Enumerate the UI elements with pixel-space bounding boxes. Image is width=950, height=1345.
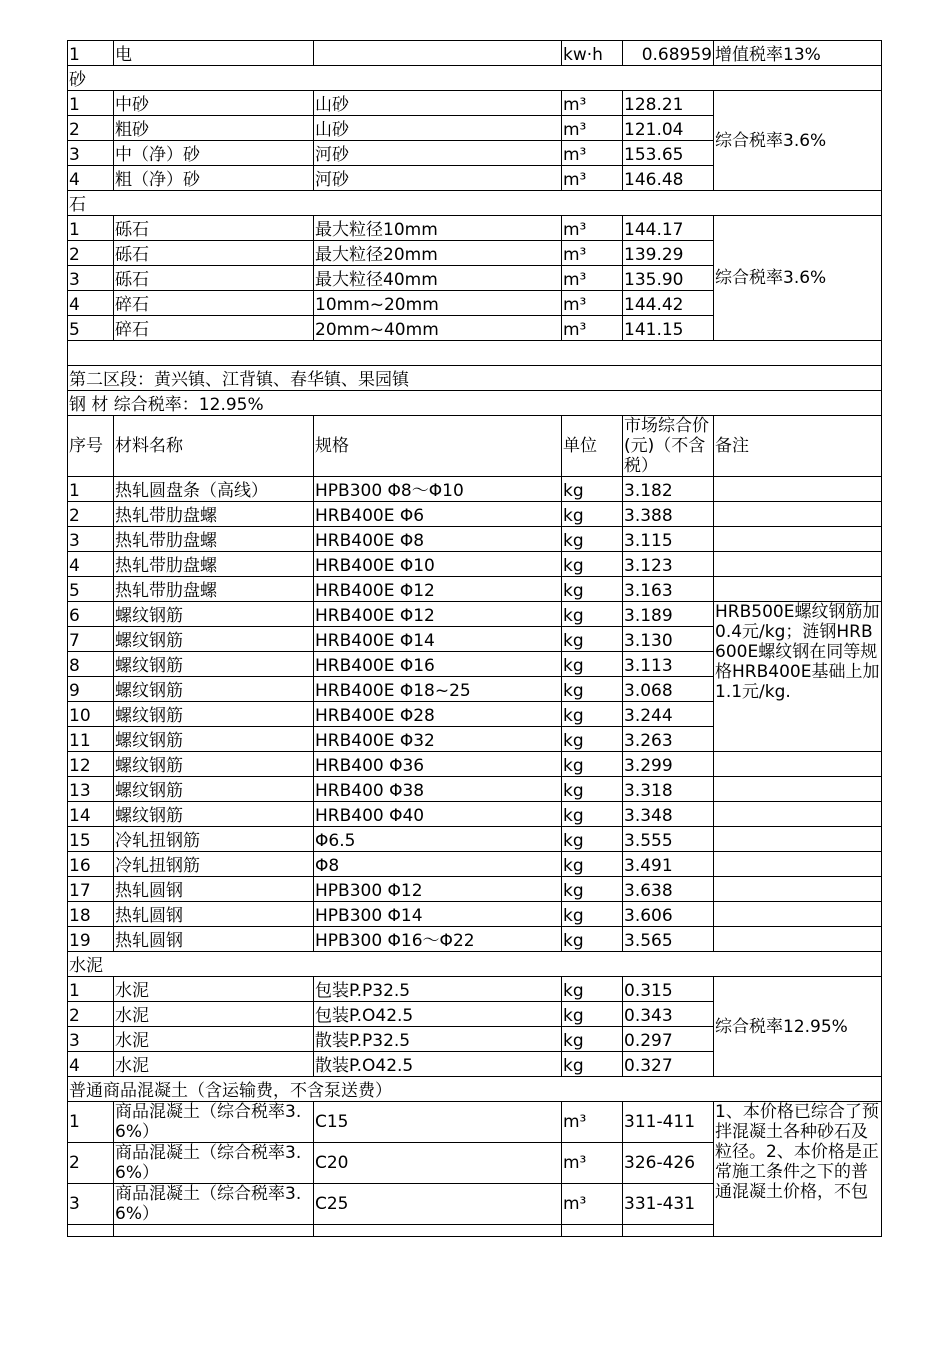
market-price: 3.113 [623,652,714,677]
table-row [68,752,882,777]
remark-empty [714,502,882,527]
material-name: 砾石 [114,241,314,266]
table-row [68,602,882,627]
material-name: 水泥 [114,1052,314,1077]
material-unit: kg [562,602,623,627]
material-unit: kg [562,902,623,927]
material-unit: m³ [562,266,623,291]
material-name: 商品混凝土（综合税率3.6%） [114,1143,314,1184]
material-unit: kg [562,877,623,902]
material-spec: 10mm~20mm [314,291,562,316]
item-number: 3 [68,266,114,291]
material-unit: m³ [562,291,623,316]
material-unit: kg [562,802,623,827]
item-number: 10 [68,702,114,727]
remark-empty [714,852,882,877]
material-unit: kg [562,477,623,502]
item-number: 12 [68,752,114,777]
material-unit: m³ [562,166,623,191]
material-name: 粗砂 [114,116,314,141]
market-price: 146.48 [623,166,714,191]
table-row [68,527,882,552]
material-name: 热轧圆钢 [114,902,314,927]
material-spec: 散装P.O42.5 [314,1052,562,1077]
section-title-stone: 石 [68,191,882,216]
material-spec: HRB400E Φ32 [314,727,562,752]
market-price: 3.244 [623,702,714,727]
table-row [68,902,882,927]
empty-cell [114,1225,314,1237]
item-number: 3 [68,1184,114,1225]
material-name: 水泥 [114,1002,314,1027]
material-spec: 河砂 [314,166,562,191]
material-unit: kg [562,1002,623,1027]
material-name: 商品混凝土（综合税率3.6%） [114,1102,314,1143]
material-unit: m³ [562,1184,623,1225]
empty-cell [623,1225,714,1237]
material-spec: HPB300 Φ14 [314,902,562,927]
material-name: 热轧带肋盘螺 [114,552,314,577]
remark-note: HRB500E螺纹钢筋加0.4元/kg；涟钢HRB600E螺纹钢在同等规格HRB400E基础上加1.1元/kg. [714,602,882,752]
section-row [68,66,882,91]
table-row [68,977,882,1002]
remark-empty [714,877,882,902]
material-name: 碎石 [114,316,314,341]
material-spec: C20 [314,1143,562,1184]
market-price: 0.68959 [623,41,714,66]
section-title-sand: 砂 [68,66,882,91]
table-row [68,552,882,577]
material-name: 螺纹钢筋 [114,752,314,777]
item-number: 8 [68,652,114,677]
material-unit: kg [562,627,623,652]
material-unit: kg [562,977,623,1002]
item-number: 1 [68,91,114,116]
material-name: 螺纹钢筋 [114,652,314,677]
material-spec: C15 [314,1102,562,1143]
header-spec: 规格 [314,416,562,477]
material-unit: kg [562,752,623,777]
market-price: 3.189 [623,602,714,627]
market-price: 3.263 [623,727,714,752]
material-spec: HRB400E Φ12 [314,602,562,627]
material-spec: HRB400E Φ28 [314,702,562,727]
item-number: 1 [68,477,114,502]
market-price: 3.299 [623,752,714,777]
material-unit: kg [562,927,623,952]
material-name: 热轧圆盘条（高线） [114,477,314,502]
material-unit: kw·h [562,41,623,66]
item-number: 1 [68,977,114,1002]
market-price: 3.115 [623,527,714,552]
item-number: 19 [68,927,114,952]
market-price: 3.565 [623,927,714,952]
material-spec: 包装P.P32.5 [314,977,562,1002]
material-unit: m³ [562,141,623,166]
item-number: 7 [68,627,114,652]
material-spec: HRB400E Φ14 [314,627,562,652]
market-price: 153.65 [623,141,714,166]
remark-empty [714,802,882,827]
item-number: 5 [68,577,114,602]
material-unit: kg [562,1027,623,1052]
market-price: 0.315 [623,977,714,1002]
material-spec: 包装P.O42.5 [314,1002,562,1027]
section-row [68,952,882,977]
item-number: 4 [68,166,114,191]
material-name: 螺纹钢筋 [114,602,314,627]
item-number: 11 [68,727,114,752]
table-row [68,216,882,241]
item-number: 18 [68,902,114,927]
market-price: 141.15 [623,316,714,341]
item-number: 2 [68,1143,114,1184]
item-number: 2 [68,241,114,266]
material-spec: 20mm~40mm [314,316,562,341]
material-spec: 河砂 [314,141,562,166]
empty-cell [314,1225,562,1237]
market-price: 144.42 [623,291,714,316]
material-spec: 最大粒径20mm [314,241,562,266]
item-number: 1 [68,1102,114,1143]
material-spec: HRB400 Φ38 [314,777,562,802]
material-name: 热轧带肋盘螺 [114,527,314,552]
market-price: 3.123 [623,552,714,577]
item-number: 1 [68,41,114,66]
material-unit: kg [562,827,623,852]
material-unit: m³ [562,91,623,116]
market-price: 3.068 [623,677,714,702]
material-spec: HPB300 Φ8～Φ10 [314,477,562,502]
material-spec: 最大粒径10mm [314,216,562,241]
remark-empty [714,477,882,502]
material-spec: 散装P.P32.5 [314,1027,562,1052]
material-unit: kg [562,677,623,702]
section-title-concrete: 普通商品混凝土（含运输费，不含泵送费） [68,1077,882,1102]
material-unit: m³ [562,1143,623,1184]
material-name: 电 [114,41,314,66]
item-number: 3 [68,527,114,552]
market-price: 144.17 [623,216,714,241]
market-price: 139.29 [623,241,714,266]
material-name: 热轧带肋盘螺 [114,577,314,602]
table-row [68,502,882,527]
item-number: 2 [68,116,114,141]
market-price: 0.297 [623,1027,714,1052]
material-name: 冷轧扭钢筋 [114,852,314,877]
blank-cell [68,341,882,366]
market-price: 0.327 [623,1052,714,1077]
material-name: 螺纹钢筋 [114,702,314,727]
item-number: 13 [68,777,114,802]
market-price: 326-426 [623,1143,714,1184]
item-number: 15 [68,827,114,852]
item-number: 14 [68,802,114,827]
material-spec: HRB400E Φ8 [314,527,562,552]
material-name: 水泥 [114,977,314,1002]
table-row [68,852,882,877]
market-price: 3.130 [623,627,714,652]
material-unit: m³ [562,1102,623,1143]
section-title-steel: 钢 材 综合税率：12.95% [68,391,882,416]
empty-cell [562,1225,623,1237]
material-name: 冷轧扭钢筋 [114,827,314,852]
material-spec: HRB400 Φ40 [314,802,562,827]
material-spec: Φ6.5 [314,827,562,852]
market-price: 3.163 [623,577,714,602]
material-unit: kg [562,527,623,552]
table-row [68,477,882,502]
remark-note: 综合税率3.6% [714,91,882,191]
market-price: 3.318 [623,777,714,802]
material-unit: kg [562,552,623,577]
section-row [68,391,882,416]
material-spec: Φ8 [314,852,562,877]
remark-empty [714,777,882,802]
remark-empty [714,827,882,852]
market-price: 3.491 [623,852,714,877]
table-row [68,827,882,852]
material-spec: HPB300 Φ12 [314,877,562,902]
table-row [68,777,882,802]
material-unit: kg [562,577,623,602]
market-price: 121.04 [623,116,714,141]
table-row [68,927,882,952]
table-row [68,802,882,827]
remark-note: 增值税率13% [714,41,882,66]
material-spec: HRB400E Φ12 [314,577,562,602]
material-spec: C25 [314,1184,562,1225]
item-number: 6 [68,602,114,627]
market-price: 3.555 [623,827,714,852]
material-unit: m³ [562,241,623,266]
market-price: 3.606 [623,902,714,927]
material-name: 热轧圆钢 [114,927,314,952]
header-unit: 单位 [562,416,623,477]
table-row [68,877,882,902]
blank-row [68,341,882,366]
material-unit: kg [562,1052,623,1077]
material-name: 螺纹钢筋 [114,777,314,802]
market-price: 0.343 [623,1002,714,1027]
material-name: 水泥 [114,1027,314,1052]
remark-note: 综合税率12.95% [714,977,882,1077]
remark-empty [714,577,882,602]
material-spec: 山砂 [314,116,562,141]
market-price: 135.90 [623,266,714,291]
material-name: 螺纹钢筋 [114,802,314,827]
material-spec: HRB400E Φ10 [314,552,562,577]
price-table-body [68,41,882,1237]
material-name: 中（净）砂 [114,141,314,166]
material-spec: HRB400E Φ16 [314,652,562,677]
material-unit: kg [562,502,623,527]
market-price: 128.21 [623,91,714,116]
material-name: 螺纹钢筋 [114,677,314,702]
material-name: 商品混凝土（综合税率3.6%） [114,1184,314,1225]
material-unit: m³ [562,316,623,341]
market-price: 3.388 [623,502,714,527]
item-number: 1 [68,216,114,241]
material-name: 中砂 [114,91,314,116]
material-spec: HRB400E Φ18~25 [314,677,562,702]
header-note: 备注 [714,416,882,477]
material-unit: kg [562,852,623,877]
material-unit: kg [562,727,623,752]
item-number: 2 [68,1002,114,1027]
material-unit: m³ [562,216,623,241]
material-unit: kg [562,777,623,802]
section-row [68,191,882,216]
material-spec: 山砂 [314,91,562,116]
section-title-cement: 水泥 [68,952,882,977]
market-price: 3.182 [623,477,714,502]
market-price: 3.638 [623,877,714,902]
remark-note: 1、本价格已综合了预拌混凝土各种砂石及粒径。2、本价格是正常施工条件之下的普通混凝土价格，不包 [714,1102,882,1237]
market-price: 3.348 [623,802,714,827]
item-number: 16 [68,852,114,877]
material-spec: 最大粒径40mm [314,266,562,291]
empty-cell [68,1225,114,1237]
material-name: 砾石 [114,266,314,291]
header-number: 序号 [68,416,114,477]
header-name: 材料名称 [114,416,314,477]
header-price: 市场综合价(元)（不含税） [623,416,714,477]
remark-note: 综合税率3.6% [714,216,882,341]
remark-empty [714,552,882,577]
item-number: 9 [68,677,114,702]
remark-empty [714,927,882,952]
material-name: 砾石 [114,216,314,241]
table-row [68,577,882,602]
district-title: 第二区段：黄兴镇、江背镇、春华镇、果园镇 [68,366,882,391]
header-row [68,416,882,477]
material-name: 螺纹钢筋 [114,627,314,652]
market-price: 331-431 [623,1184,714,1225]
material-unit: kg [562,652,623,677]
material-name: 热轧圆钢 [114,877,314,902]
market-price: 311-411 [623,1102,714,1143]
section-row [68,366,882,391]
material-name: 粗（净）砂 [114,166,314,191]
material-spec: HRB400 Φ36 [314,752,562,777]
item-number: 5 [68,316,114,341]
item-number: 3 [68,141,114,166]
table-row [68,91,882,116]
item-number: 2 [68,502,114,527]
material-spec: HPB300 Φ16～Φ22 [314,927,562,952]
material-name: 碎石 [114,291,314,316]
remark-empty [714,902,882,927]
item-number: 17 [68,877,114,902]
item-number: 4 [68,552,114,577]
table-row [68,41,882,66]
material-unit: m³ [562,116,623,141]
section-row [68,1077,882,1102]
item-number: 4 [68,1052,114,1077]
item-number: 3 [68,1027,114,1052]
price-table [67,40,882,1237]
material-name: 热轧带肋盘螺 [114,502,314,527]
table-row [68,1102,882,1143]
material-unit: kg [562,702,623,727]
material-spec [314,41,562,66]
remark-empty [714,527,882,552]
item-number: 4 [68,291,114,316]
material-name: 螺纹钢筋 [114,727,314,752]
remark-empty [714,752,882,777]
material-spec: HRB400E Φ6 [314,502,562,527]
